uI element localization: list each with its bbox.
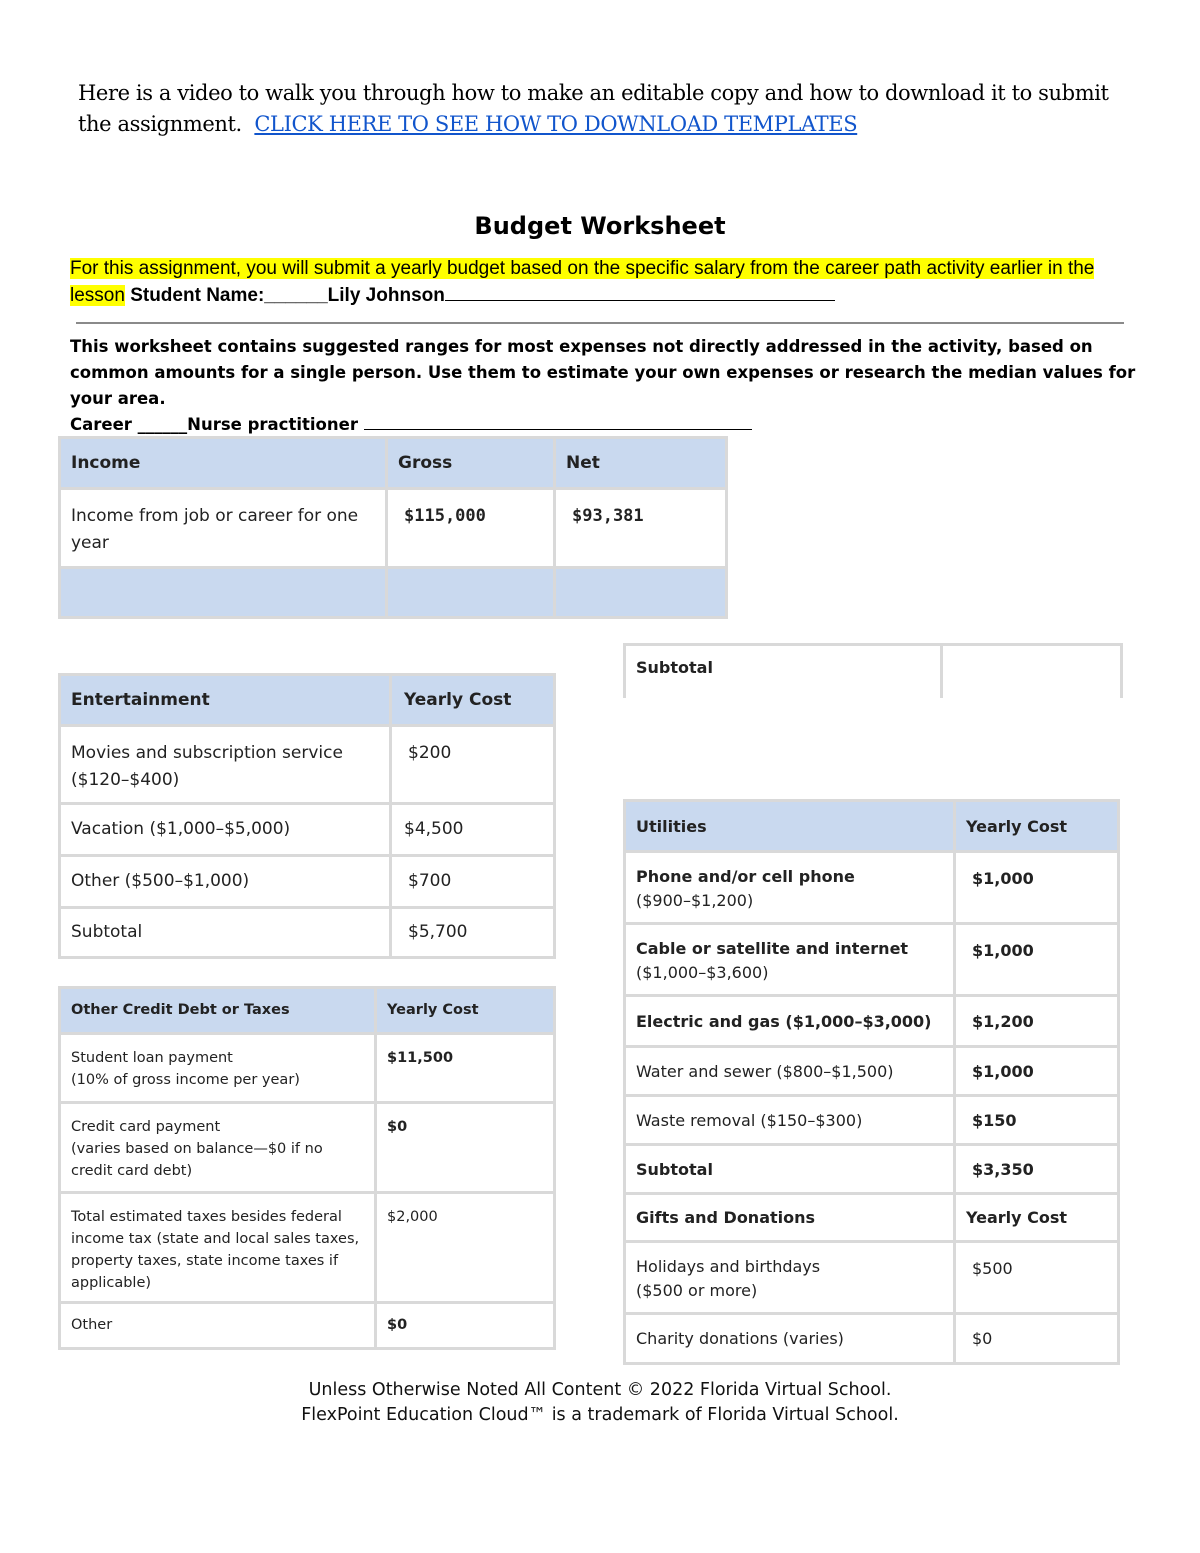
page-title: Budget Worksheet — [474, 212, 726, 240]
table-row — [625, 1242, 1119, 1314]
utilities-table — [623, 799, 1120, 1365]
entertainment-header-row — [60, 675, 555, 726]
utilities-header-row — [625, 801, 1119, 852]
credit-taxes-table — [58, 986, 556, 1350]
table-row — [60, 489, 727, 568]
row-value[interactable]: $0 — [376, 1103, 555, 1193]
table-row — [625, 1145, 1119, 1194]
row-label: Movies and subscription service ($120–$400) — [60, 726, 391, 804]
table-row — [625, 924, 1119, 996]
subtotal-label: Subtotal — [636, 658, 713, 677]
row-label — [625, 924, 955, 996]
income-table — [58, 436, 728, 619]
highlighted-instructions: For this assignment, you will submit a yearly budget based on the specific salary from the career path activity earlier in the lesson — [70, 258, 1095, 306]
row-label: Vacation ($1,000–$5,000) — [60, 804, 391, 856]
worksheet-note — [70, 334, 1140, 438]
note-text: This worksheet contains suggested ranges for most expenses not directly addressed in the activity, based on common amounts for a single person. Use them to estimate your own expenses or research the median values for your area. — [70, 337, 1136, 408]
table-row — [60, 856, 555, 908]
row-label — [625, 1242, 955, 1314]
gifts-header-row — [625, 1194, 1119, 1242]
row-value[interactable]: $1,000 — [955, 1047, 1119, 1096]
table-row — [625, 1314, 1119, 1364]
net-value[interactable]: $93,381 — [555, 489, 727, 568]
student-name-underline — [445, 282, 835, 301]
row-label-sub: (10% of gross income per year) — [71, 1072, 300, 1088]
utilities-header: Utilities — [625, 801, 955, 852]
row-label-main: Holidays and birthdays — [636, 1257, 821, 1276]
row-value[interactable]: $0 — [376, 1303, 555, 1349]
row-label: Subtotal — [625, 1145, 955, 1194]
assignment-instructions — [70, 255, 1130, 309]
row-label: Other — [60, 1303, 376, 1349]
row-label — [60, 1103, 376, 1193]
net-header: Net — [555, 438, 727, 489]
row-value[interactable]: $200 — [391, 726, 555, 804]
table-row — [625, 1047, 1119, 1096]
yearly-cost-header: Yearly Cost — [376, 988, 555, 1034]
income-header: Income — [60, 438, 387, 489]
yearly-cost-header: Yearly Cost — [391, 675, 555, 726]
intro-paragraph — [78, 78, 1138, 140]
student-name-field[interactable]: Student Name:______Lily Johnson — [130, 285, 445, 306]
row-label: Electric and gas ($1,000–$3,000) — [625, 996, 955, 1047]
empty-cell[interactable] — [555, 568, 727, 618]
career-field[interactable]: Career ______Nurse practitioner — [70, 415, 358, 434]
intro-text: Here is a video to walk you through how to make an editable copy and how to download it to submit the assignment. — [78, 81, 1109, 136]
table-row — [60, 726, 555, 804]
row-label: Waste removal ($150–$300) — [625, 1096, 955, 1145]
entertainment-header: Entertainment — [60, 675, 391, 726]
footer-copyright: Unless Otherwise Noted All Content © 2022 Florida Virtual School. — [308, 1380, 892, 1400]
table-row — [60, 1303, 555, 1349]
income-header-row — [60, 438, 727, 489]
row-value[interactable]: $11,500 — [376, 1034, 555, 1103]
table-row — [60, 908, 555, 958]
row-value[interactable]: $150 — [955, 1096, 1119, 1145]
table-row — [60, 1103, 555, 1193]
row-value[interactable]: $1,200 — [955, 996, 1119, 1047]
row-value[interactable]: $3,350 — [955, 1145, 1119, 1194]
row-value[interactable]: $1,000 — [955, 852, 1119, 924]
row-value[interactable]: $1,000 — [955, 924, 1119, 996]
empty-cell[interactable] — [60, 568, 387, 618]
row-label-main: Student loan payment — [71, 1050, 233, 1066]
gross-value[interactable]: $115,000 — [387, 489, 555, 568]
table-row — [60, 1193, 555, 1303]
credit-header-row — [60, 988, 555, 1034]
credit-header: Other Credit Debt or Taxes — [60, 988, 376, 1034]
row-label-main: Cable or satellite and internet — [636, 939, 909, 958]
row-label — [60, 1034, 376, 1103]
gross-header: Gross — [387, 438, 555, 489]
row-value[interactable]: $0 — [955, 1314, 1119, 1364]
yearly-cost-header: Yearly Cost — [955, 1194, 1119, 1242]
entertainment-table — [58, 673, 556, 959]
row-value[interactable]: $4,500 — [391, 804, 555, 856]
empty-cell[interactable] — [387, 568, 555, 618]
income-label: Income from job or career for one year — [60, 489, 387, 568]
career-line — [70, 412, 1140, 438]
divider — [76, 322, 1124, 324]
row-label — [625, 852, 955, 924]
row-label: Subtotal — [60, 908, 391, 958]
subtotal-box — [623, 643, 1123, 698]
gifts-header: Gifts and Donations — [625, 1194, 955, 1242]
table-row — [625, 852, 1119, 924]
row-label-sub: ($900–$1,200) — [636, 891, 754, 910]
empty-row — [60, 568, 727, 618]
row-value[interactable]: $5,700 — [391, 908, 555, 958]
table-row — [625, 1096, 1119, 1145]
row-label: Charity donations (varies) — [625, 1314, 955, 1364]
table-row — [625, 996, 1119, 1047]
table-row — [60, 804, 555, 856]
subtotal-divider — [940, 646, 943, 698]
footer — [0, 1378, 1200, 1428]
row-value[interactable]: $500 — [955, 1242, 1119, 1314]
row-label: Water and sewer ($800–$1,500) — [625, 1047, 955, 1096]
download-templates-link[interactable]: CLICK HERE TO SEE HOW TO DOWNLOAD TEMPLATES — [254, 112, 858, 136]
row-label: Total estimated taxes besides federal income tax (state and local sales taxes, property taxes, state income taxes if applicable) — [60, 1193, 376, 1303]
row-label: Other ($500–$1,000) — [60, 856, 391, 908]
footer-trademark: FlexPoint Education Cloud™ is a trademark of Florida Virtual School. — [301, 1405, 899, 1425]
row-label-sub: (varies based on balance—$0 if no credit card debt) — [71, 1141, 323, 1179]
yearly-cost-header: Yearly Cost — [955, 801, 1119, 852]
career-underline — [364, 413, 752, 430]
row-label-main: Phone and/or cell phone — [636, 867, 855, 886]
row-label-main: Credit card payment — [71, 1119, 221, 1135]
row-label-sub: ($1,000–$3,600) — [636, 963, 769, 982]
row-value[interactable]: $2,000 — [376, 1193, 555, 1303]
row-value[interactable]: $700 — [391, 856, 555, 908]
row-label-sub: ($500 or more) — [636, 1281, 758, 1300]
table-row — [60, 1034, 555, 1103]
